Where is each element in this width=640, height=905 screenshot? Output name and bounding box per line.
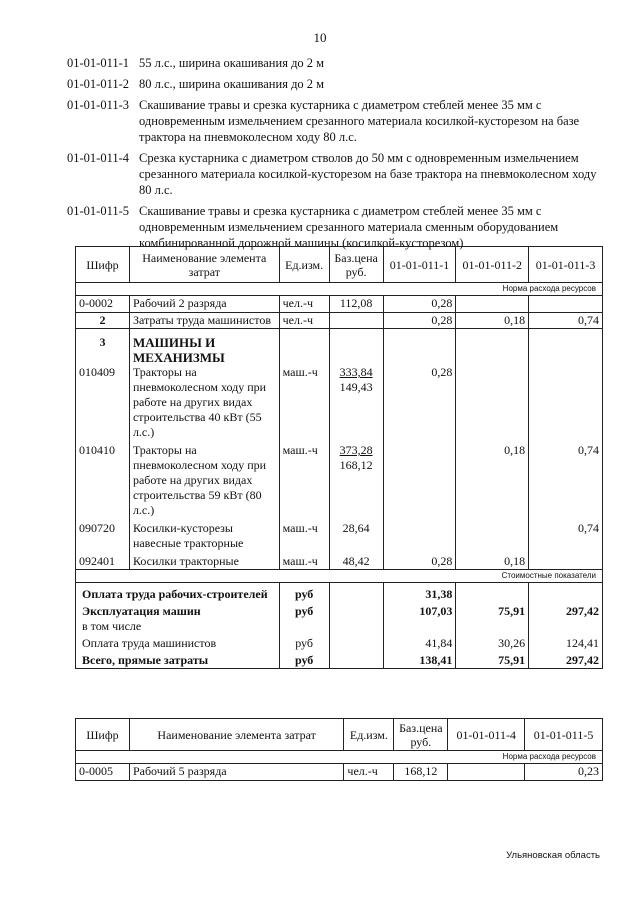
row-unit: маш.-ч [279,440,329,518]
spec-code: 01-01-011-5 [67,204,130,218]
norma-label: Норма расхода ресурсов [76,283,603,296]
col-header-v2: 01-01-011-5 [525,719,603,751]
row-code: 010410 [76,440,130,518]
page-number: 10 [313,30,327,45]
row-code: 0-0002 [76,296,130,313]
row-v3: 0,74 [529,313,603,329]
spec-code: 01-01-011-4 [67,151,130,165]
row-v1: 0,28 [383,551,456,570]
cost-unit: руб [279,651,329,669]
cost-name: в том числе [76,619,280,634]
cost-v1: 31,38 [383,583,456,603]
row-v1 [383,440,456,518]
cost-unit: руб [279,583,329,603]
row-price: 48,42 [329,551,383,570]
row-name: Рабочий 5 разряда [129,764,343,781]
row-code: 3 [76,329,130,366]
price-main: 333,84 [339,365,373,379]
spec-item [67,203,607,251]
row-name: Косилки-кусторезы навесные тракторные [129,518,279,551]
resource-table-2 [75,718,603,781]
row-v1 [448,764,525,781]
row-unit: чел.-ч [279,296,329,313]
col-header-v3: 01-01-011-3 [529,247,603,283]
cost-name: Всего, прямые затраты [76,651,280,669]
cost-v3: 297,42 [529,602,603,619]
row-unit: маш.-ч [279,551,329,570]
col-header-code: Шифр [76,719,130,751]
cost-name: Оплата труда рабочих-строителей [76,583,280,603]
cost-unit: руб [279,602,329,619]
spec-item [67,76,607,92]
row-v3 [529,551,603,570]
row-name: Затраты труда машинистов [129,313,279,329]
spec-code: 01-01-011-1 [67,56,130,70]
col-header-unit: Ед.изм. [279,247,329,283]
cost-row [76,651,603,669]
row-v2: 0,18 [456,440,529,518]
row-v1: 0,28 [383,365,456,440]
col-header-name: Наименование элемента затрат [129,247,279,283]
norma-label: Норма расхода ресурсов [76,751,603,764]
row-v1: 0,28 [383,313,456,329]
spec-desc: Скашивание травы и срезка кустарника с диаметром стеблей менее 35 мм с одновременным измельчением срезанного материала косилкой-кусторезом на базе трактора на пневмоколесном ходу 80 л.с. [139,98,580,144]
cost-v2: 30,26 [456,634,529,651]
row-unit: маш.-ч [279,518,329,551]
table-row [76,518,603,551]
section-title: МАШИНЫ И МЕХАНИЗМЫ [129,329,279,366]
spec-desc: Скашивание травы и срезка кустарника с диаметром стеблей менее 35 мм с одновременным измельчением срезанного материала сменным оборудованием комбинированной дорожной машины (косилкой-кусторезом) [139,204,559,250]
row-name: Тракторы на пневмоколесном ходу при работе на других видах строительства 59 кВт (80 л.с.) [129,440,279,518]
cost-v3: 124,41 [529,634,603,651]
cost-row [76,634,603,651]
cost-name: Эксплуатация машин [76,602,280,619]
col-header-v1: 01-01-011-1 [383,247,456,283]
row-unit: чел.-ч [344,764,394,781]
col-header-code: Шифр [76,247,130,283]
table-row [76,365,603,440]
row-price: 168,12 [394,764,448,781]
row-v3: 0,74 [529,440,603,518]
region-footer: Ульяновская область [506,850,600,861]
row-v3 [529,365,603,440]
row-price [329,313,383,329]
row-code: 010409 [76,365,130,440]
cost-v3: 297,42 [529,651,603,669]
cost-v2: 75,91 [456,651,529,669]
spec-code: 01-01-011-2 [67,77,130,91]
col-header-unit: Ед.изм. [344,719,394,751]
row-name: Косилки тракторные [129,551,279,570]
resource-table-1 [75,246,603,669]
cost-row [76,602,603,619]
row-unit: маш.-ч [279,365,329,440]
row-price [329,365,383,440]
col-header-v2: 01-01-011-2 [456,247,529,283]
row-code: 092401 [76,551,130,570]
cost-v1: 107,03 [383,602,456,619]
table-row [76,329,603,366]
price-sub: 168,12 [339,458,373,472]
row-price [329,440,383,518]
col-header-price: Баз.цена руб. [329,247,383,283]
col-header-name: Наименование элемента затрат [129,719,343,751]
row-unit: чел.-ч [279,313,329,329]
row-v2: 0,23 [525,764,603,781]
table-header-row [76,719,603,751]
row-name: Рабочий 2 разряда [129,296,279,313]
row-v2 [456,296,529,313]
table-row [76,440,603,518]
row-price: 28,64 [329,518,383,551]
row-v2: 0,18 [456,313,529,329]
row-v3: 0,74 [529,518,603,551]
row-v3 [529,296,603,313]
cost-v2: 75,91 [456,602,529,619]
table-row [76,296,603,313]
cost-v2 [456,583,529,603]
cost-label: Стоимостные показатели [76,570,603,583]
row-v1: 0,28 [383,296,456,313]
spec-desc: 55 л.с., ширина окашивания до 2 м [139,56,325,70]
row-v1 [383,518,456,551]
table-header-row [76,247,603,283]
spec-desc: Срезка кустарника с диаметром стволов до 50 мм с одновременным измельчением срезанного материала косилкой-кусторезом на базе трактора на пневмоколесном ходу 80 л.с. [139,151,597,197]
row-code: 090720 [76,518,130,551]
spec-desc: 80 л.с., ширина окашивания до 2 м [139,77,325,91]
cost-row [76,583,603,603]
row-v2 [456,365,529,440]
cost-v3 [529,583,603,603]
row-code: 2 [76,313,130,329]
row-name: Тракторы на пневмоколесном ходу при работе на других видах строительства 40 кВт (55 л.с.) [129,365,279,440]
row-v2 [456,518,529,551]
cost-v1: 41,84 [383,634,456,651]
cost-v1: 138,41 [383,651,456,669]
cost-unit: руб [279,634,329,651]
table-row [76,313,603,329]
spec-list [67,55,607,256]
table-row [76,764,603,781]
table-row [76,551,603,570]
price-main: 373,28 [339,443,373,457]
spec-code: 01-01-011-3 [67,98,130,112]
spec-item [67,150,607,198]
row-v2: 0,18 [456,551,529,570]
col-header-v1: 01-01-011-4 [448,719,525,751]
row-price: 112,08 [329,296,383,313]
spec-item [67,55,607,71]
col-header-price: Баз.цена руб. [394,719,448,751]
cost-row [76,619,603,634]
row-code: 0-0005 [76,764,130,781]
cost-name: Оплата труда машинистов [76,634,280,651]
spec-item [67,97,607,145]
price-sub: 149,43 [339,380,373,394]
